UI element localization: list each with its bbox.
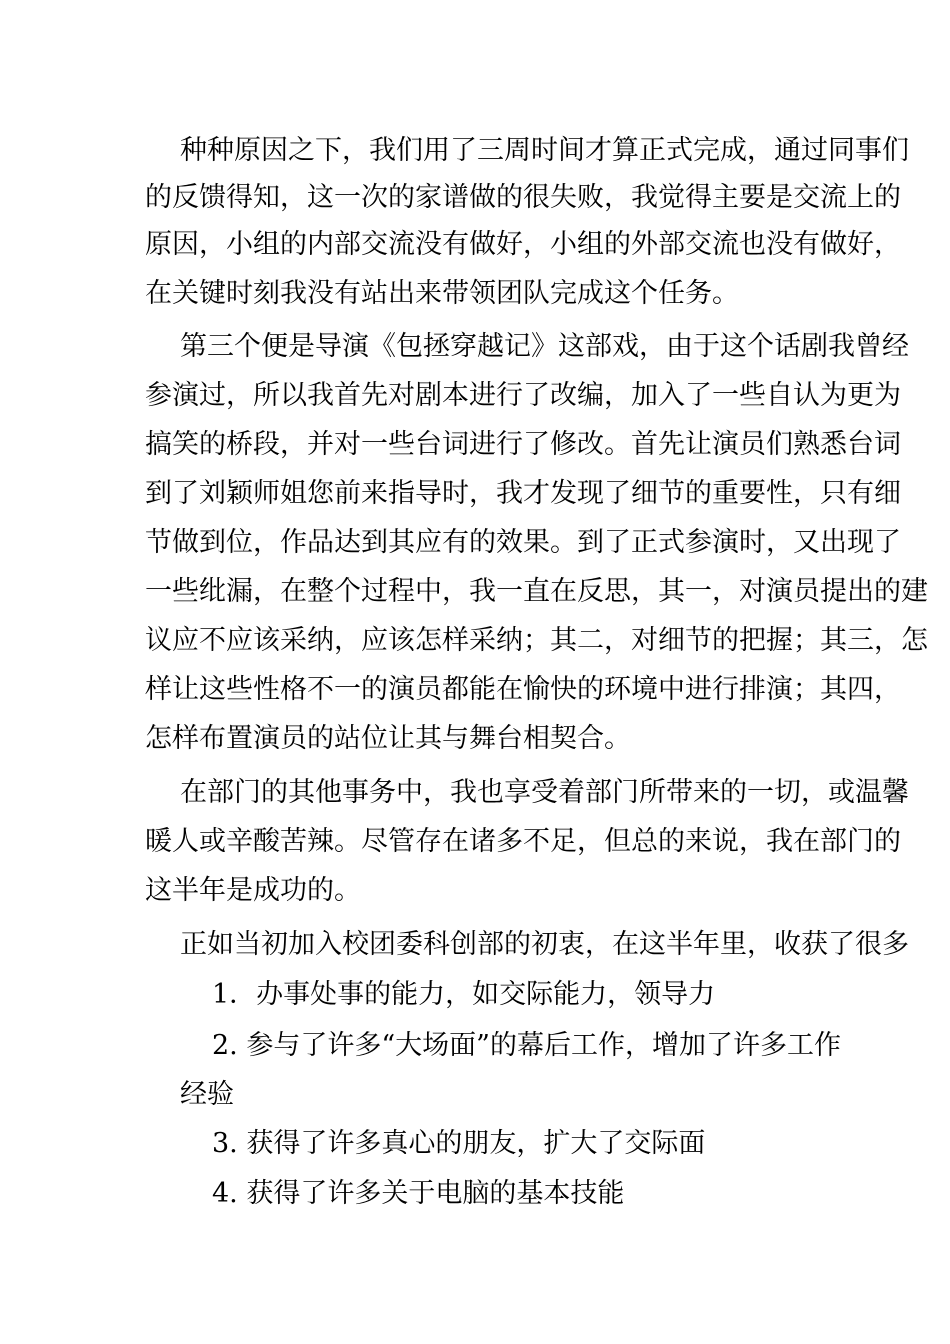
- paragraph-3-line-2: 暖人或辛酸苦辣。尽管存在诸多不足，但总的来说，我在部门的: [145, 826, 901, 857]
- paragraph-2-line-1: 第三个便是导演《包拯穿越记》这部戏，由于这个话剧我曾经: [180, 331, 909, 362]
- paragraph-1-line-3: 原因，小组的内部交流没有做好，小组的外部交流也没有做好，: [145, 229, 901, 260]
- paragraph-4: 正如当初加入校团委科创部的初衷，在这半年里，收获了很多: [180, 929, 909, 960]
- paragraph-2-line-9: 怎样布置演员的站位让其与舞台相契合。: [145, 723, 631, 754]
- list-item-2: 2. 参与了许多“大场面”的幕后工作，增加了许多工作: [212, 1030, 841, 1061]
- paragraph-3-line-3: 这半年是成功的。: [145, 875, 361, 906]
- paragraph-2-line-4: 到了刘颖师姐您前来指导时，我才发现了细节的重要性，只有细: [145, 478, 901, 509]
- list-item-3: 3. 获得了许多真心的朋友，扩大了交际面: [212, 1128, 706, 1159]
- paragraph-2-line-6: 一些纰漏，在整个过程中，我一直在反思，其一，对演员提出的建: [145, 576, 928, 607]
- list-item-2-continuation: 经验: [180, 1079, 234, 1110]
- paragraph-2-line-8: 样让这些性格不一的演员都能在愉快的环境中进行排演；其四，: [145, 674, 901, 705]
- paragraph-2-line-2: 参演过，所以我首先对剧本进行了改编，加入了一些自认为更为: [145, 380, 901, 411]
- list-item-1: 1．办事处事的能力，如交际能力，领导力: [212, 979, 716, 1010]
- paragraph-2-line-7: 议应不应该采纳，应该怎样采纳；其二，对细节的把握；其三，怎: [145, 625, 928, 656]
- paragraph-1-line-4: 在关键时刻我没有站出来带领团队完成这个任务。: [145, 278, 739, 309]
- list-item-4: 4. 获得了许多关于电脑的基本技能: [212, 1178, 625, 1209]
- paragraph-2-line-5: 节做到位，作品达到其应有的效果。到了正式参演时，又出现了: [145, 527, 901, 558]
- paragraph-3-line-1: 在部门的其他事务中，我也享受着部门所带来的一切，或温馨: [180, 777, 909, 808]
- paragraph-2-line-3: 搞笑的桥段，并对一些台词进行了修改。首先让演员们熟悉台词: [145, 429, 901, 460]
- paragraph-1-line-1: 种种原因之下，我们用了三周时间才算正式完成，通过同事们: [180, 135, 909, 166]
- paragraph-1-line-2: 的反馈得知，这一次的家谱做的很失败，我觉得主要是交流上的: [145, 182, 901, 213]
